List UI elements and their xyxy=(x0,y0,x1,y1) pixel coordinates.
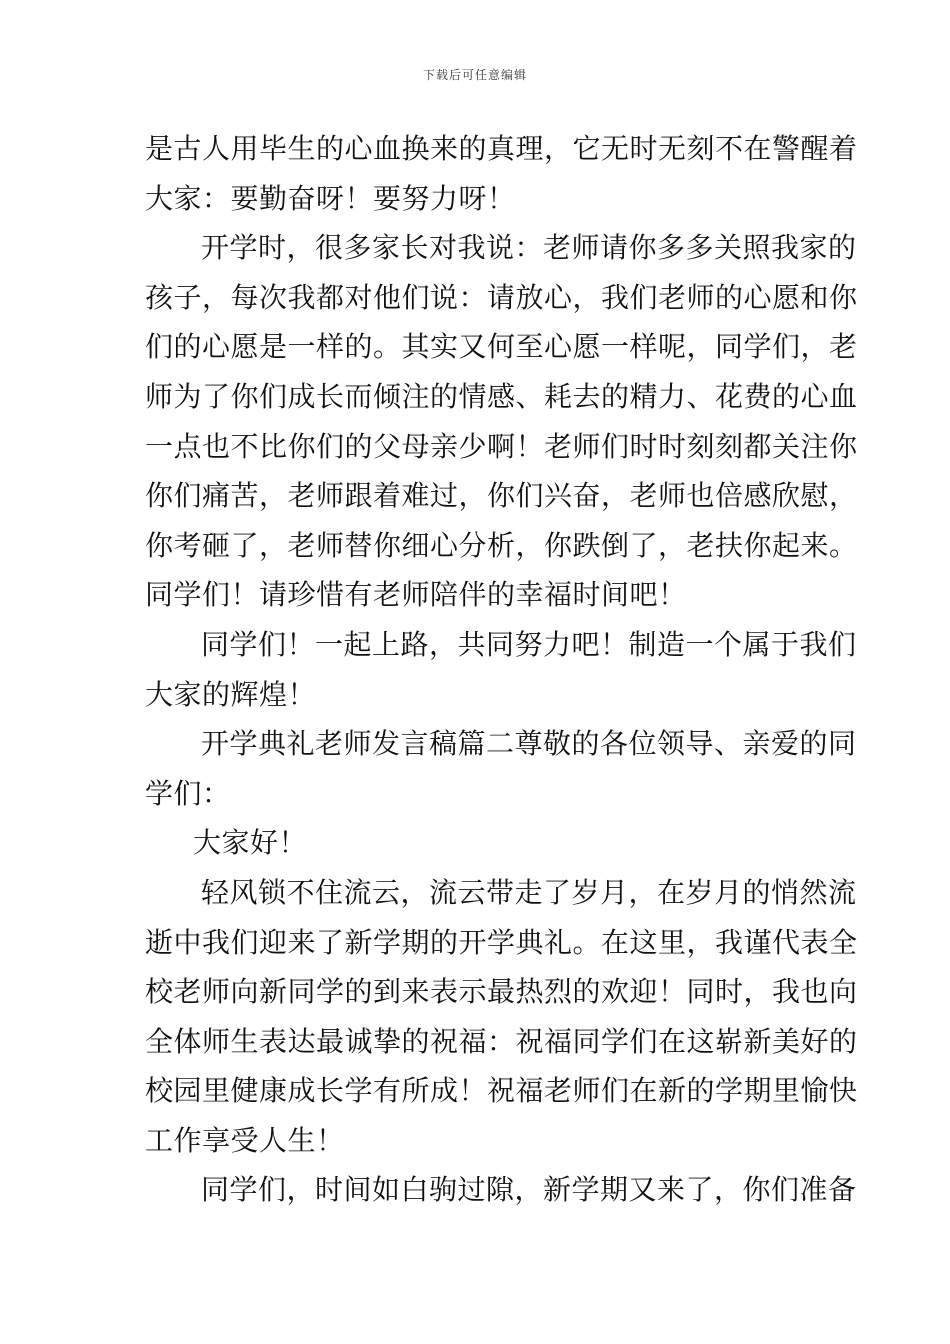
text-line: 校园里健康成长学有所成！祝福老师们在新的学期里愉快 xyxy=(145,1074,858,1108)
text-line: 学们： xyxy=(145,776,231,810)
text-line: 开学时，很多家长对我说：老师请你多多关照我家的 xyxy=(201,231,857,265)
text-line: 大家好！ xyxy=(193,826,308,860)
body-text xyxy=(145,124,858,1215)
text-line: 一点也不比你们的父母亲少啊！老师们时时刻刻都关注你 xyxy=(145,429,858,463)
text-line: 师为了你们成长而倾注的情感、耗去的精力、花费的心血 xyxy=(145,379,858,413)
text-line: 大家：要勤奋呀！要努力呀！ xyxy=(145,181,516,215)
text-line: 开学典礼老师发言稿篇二尊敬的各位领导、亲爱的同 xyxy=(201,727,857,761)
page-header: 下载后可任意编辑 xyxy=(422,68,527,82)
text-line: 全体师生表达最诚挚的祝福：祝福同学们在这崭新美好的 xyxy=(145,1024,858,1058)
text-line: 轻风锁不住流云，流云带走了岁月，在岁月的悄然流 xyxy=(201,875,857,909)
text-line: 们的心愿是一样的。其实又何至心愿一样呢，同学们，老 xyxy=(145,330,858,364)
text-line: 工作享受人生！ xyxy=(145,1123,345,1157)
text-line: 校老师向新同学的到来表示最热烈的欢迎！同时，我也向 xyxy=(145,975,858,1009)
text-line: 同学们！请珍惜有老师陪伴的幸福时间吧！ xyxy=(145,578,687,612)
text-line: 同学们，时间如白驹过隙，新学期又来了，你们准备 xyxy=(201,1173,857,1207)
text-line: 大家的辉煌！ xyxy=(145,677,317,711)
text-line: 逝中我们迎来了新学期的开学典礼。在这里，我谨代表全 xyxy=(145,925,858,959)
text-line: 同学们！一起上路，共同努力吧！制造一个属于我们 xyxy=(201,627,857,661)
text-line: 你考砸了，老师替你细心分析，你跌倒了，老扶你起来。 xyxy=(145,528,858,562)
text-line: 孩子，每次我都对他们说：请放心，我们老师的心愿和你 xyxy=(145,280,858,314)
text-line: 是古人用毕生的心血换来的真理，它无时无刻不在警醒着 xyxy=(145,132,858,165)
text-line: 你们痛苦，老师跟着难过，你们兴奋，老师也倍感欣慰， xyxy=(145,479,858,513)
